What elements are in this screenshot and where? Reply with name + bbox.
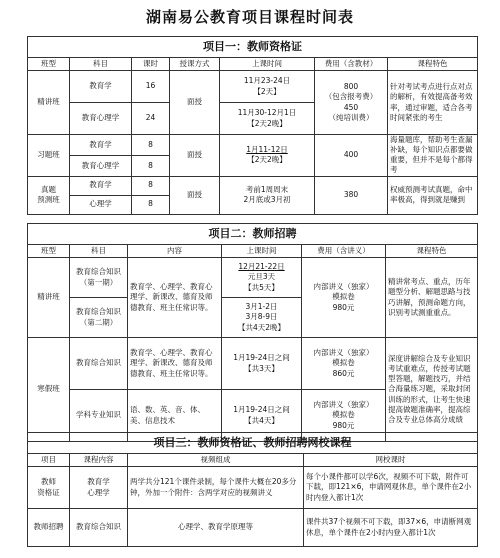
hours-cell: 课件共37个视频不可下载，即37×6，申请断网观休息，单个课件在2小时内登入都计1次 (304, 509, 478, 547)
hours-cell: 8 (132, 135, 170, 156)
project2-header-row (28, 245, 478, 258)
video-cell: 两学共分121个课件录制，每个课件大概在20多分钟，外加一个附件：含两学对应的视频讲义 (128, 467, 304, 509)
header-cell: 授课方式 (170, 58, 220, 71)
page-title: 湖南易公教育项目课程时间表 (145, 8, 354, 26)
hours-cell: 8 (132, 155, 170, 176)
header-cell: 上课时间 (222, 245, 302, 258)
hours-cell: 24 (132, 103, 170, 135)
table-row (28, 71, 478, 103)
project3-heading: 项目三：教师资格证、教师招聘网校课程 (28, 433, 478, 454)
time-text: 【共5天】 (244, 282, 279, 292)
fee-cell: 800 （包含报考费） 450 （纯培训费） (315, 71, 388, 135)
video-cell: 心理学、教育学原理等 (128, 509, 304, 547)
fee-cell: 380 (315, 176, 388, 214)
header-cell: 项目 (28, 454, 70, 467)
header-cell: 内容 (128, 245, 222, 258)
project1-table (27, 36, 478, 215)
table-row (28, 509, 478, 547)
mode-cell: 面授 (170, 71, 220, 135)
subject-cell: 教育心理学 (70, 155, 132, 176)
feature-cell: 深度讲解综合及专业知识考试重难点，传授考试题型答题，解题技巧，并结合海量练习题，采取封闭训练的形式，让考生快速提高做题准确率，提高综合及专业总体高分成绩 (386, 338, 478, 442)
content-cell: 教育学 心理学 (70, 467, 128, 509)
project1-header-row (28, 58, 478, 71)
header-cell: 视频组成 (128, 454, 304, 467)
time-text: 1月19-24日之间 (233, 405, 290, 415)
header-cell: 课程特色 (386, 245, 478, 258)
header-cell: 网校课时 (304, 454, 478, 467)
subject-cell: 教育学 (70, 71, 132, 103)
fee-cell: 内部讲义（独家） 模拟卷 860元 (302, 338, 386, 390)
subject-cell: 教育综合知识 （第一期） (70, 258, 128, 298)
header-cell: 课程特色 (388, 58, 478, 71)
table-row (28, 176, 478, 195)
project-cell: 教师招聘 (28, 509, 70, 547)
time-text: 3月1-2日 (245, 302, 278, 312)
table-row (28, 467, 478, 509)
hours-cell: 每个小课件都可以学6次，视频不可下载，附件可下载，即121×6，申请网观休息，单个课件在2小时内登入都计1次 (304, 467, 478, 509)
class-type-cell: 精讲班 (28, 258, 70, 338)
time-text: 【2天2晚】 (247, 155, 287, 165)
time-text: 3月8-9日 (245, 312, 278, 322)
table-row (28, 258, 478, 298)
hours-cell: 8 (132, 195, 170, 214)
content-cell: 语、数、英、音、体、美、信息技术 (128, 390, 222, 442)
content-cell: 教育学、心理学、教育心理学、新课改、德育及师德教育、班主任常识等。 (128, 258, 222, 338)
class-type-cell: 寒假班 (28, 338, 70, 442)
mode-cell: 面授 (170, 176, 220, 214)
feature-cell: 权威预测考试真题，命中率极高，得到就是赚到 (388, 176, 478, 214)
project-cell: 教师 资格证 (28, 467, 70, 509)
time-text: 12月21-22日 (238, 262, 285, 272)
time-cell (222, 298, 302, 338)
fee-cell: 内部讲义（独家） 模拟卷 980元 (302, 258, 386, 338)
time-cell (222, 258, 302, 298)
header-cell: 课时 (132, 58, 170, 71)
header-cell: 费用（含讲义） (302, 245, 386, 258)
time-cell (222, 338, 302, 390)
project3-table (27, 432, 478, 547)
fee-cell: 400 (315, 135, 388, 177)
project2-table (27, 223, 478, 442)
subject-cell: 教育综合知识 (70, 338, 128, 390)
time-text: 【共4天】 (244, 415, 279, 425)
time-cell (220, 176, 315, 214)
feature-cell: 精讲常考点、重点，历年题型分析、解题思路与技巧讲解，预测命题方向，识别考试测重重点。 (386, 258, 478, 338)
class-type-cell: 习题班 (28, 135, 70, 177)
time-cell (220, 71, 315, 103)
time-text: 1月11-12日 (246, 145, 288, 155)
time-text: 考前1周周末 (245, 184, 289, 194)
header-cell: 班型 (28, 245, 70, 258)
subject-cell: 教育学 (70, 176, 132, 195)
time-text: 2月底或3月初 (243, 195, 291, 204)
hours-cell: 16 (132, 71, 170, 103)
feature-cell: 针对考试考点进行点对点的解析，有效提高备考效率，通过审题，适合各考时间紧张的考生 (388, 71, 478, 135)
mode-cell: 面授 (170, 135, 220, 177)
time-text: 11月30-12月1日 (237, 108, 297, 118)
time-cell (220, 103, 315, 135)
subject-cell: 心理学 (70, 195, 132, 214)
fee-cell: 内部讲义（独家） 模拟卷 980元 (302, 390, 386, 442)
header-cell: 上课时间 (220, 58, 315, 71)
time-text: 11月23-24日 (243, 76, 291, 86)
time-text: 【2天】 (253, 86, 281, 96)
time-text: 元旦3天 (247, 272, 276, 282)
header-cell: 课程内容 (70, 454, 128, 467)
time-text: 【共4天2晚】 (237, 322, 286, 332)
header-cell: 费用（含教材） (315, 58, 388, 71)
time-cell (220, 135, 315, 177)
table-row (28, 135, 478, 156)
class-type-cell: 精讲班 (28, 71, 70, 135)
hours-cell: 8 (132, 176, 170, 195)
feature-cell: 海量题库，帮助考生查漏补缺，每个知识点都要做重要，但并不是每个都得考 (388, 135, 478, 177)
subject-cell: 教育学 (70, 135, 132, 156)
time-text: 1月19-24日之间 (233, 353, 290, 363)
project3-header-row (28, 454, 478, 467)
header-cell: 班型 (28, 58, 70, 71)
project2-heading: 项目二：教师招聘 (28, 224, 478, 245)
time-text: 【2天2晚】 (247, 118, 287, 128)
subject-cell: 教育综合知识 （第二期） (70, 298, 128, 338)
content-cell: 教育学、心理学、教育心理学、新课改、德育及师德教育、班主任常识等。 (128, 338, 222, 390)
table-row (28, 338, 478, 390)
subject-cell: 教育心理学 (70, 103, 132, 135)
content-cell: 教育综合知识 (70, 509, 128, 547)
time-text: 【共3天】 (244, 363, 279, 373)
class-type-cell: 真题 预测班 (28, 176, 70, 214)
project1-heading: 项目一：教师资格证 (28, 37, 478, 58)
subject-cell: 学科专业知识 (70, 390, 128, 442)
header-cell: 科目 (70, 245, 128, 258)
header-cell: 科目 (70, 58, 132, 71)
